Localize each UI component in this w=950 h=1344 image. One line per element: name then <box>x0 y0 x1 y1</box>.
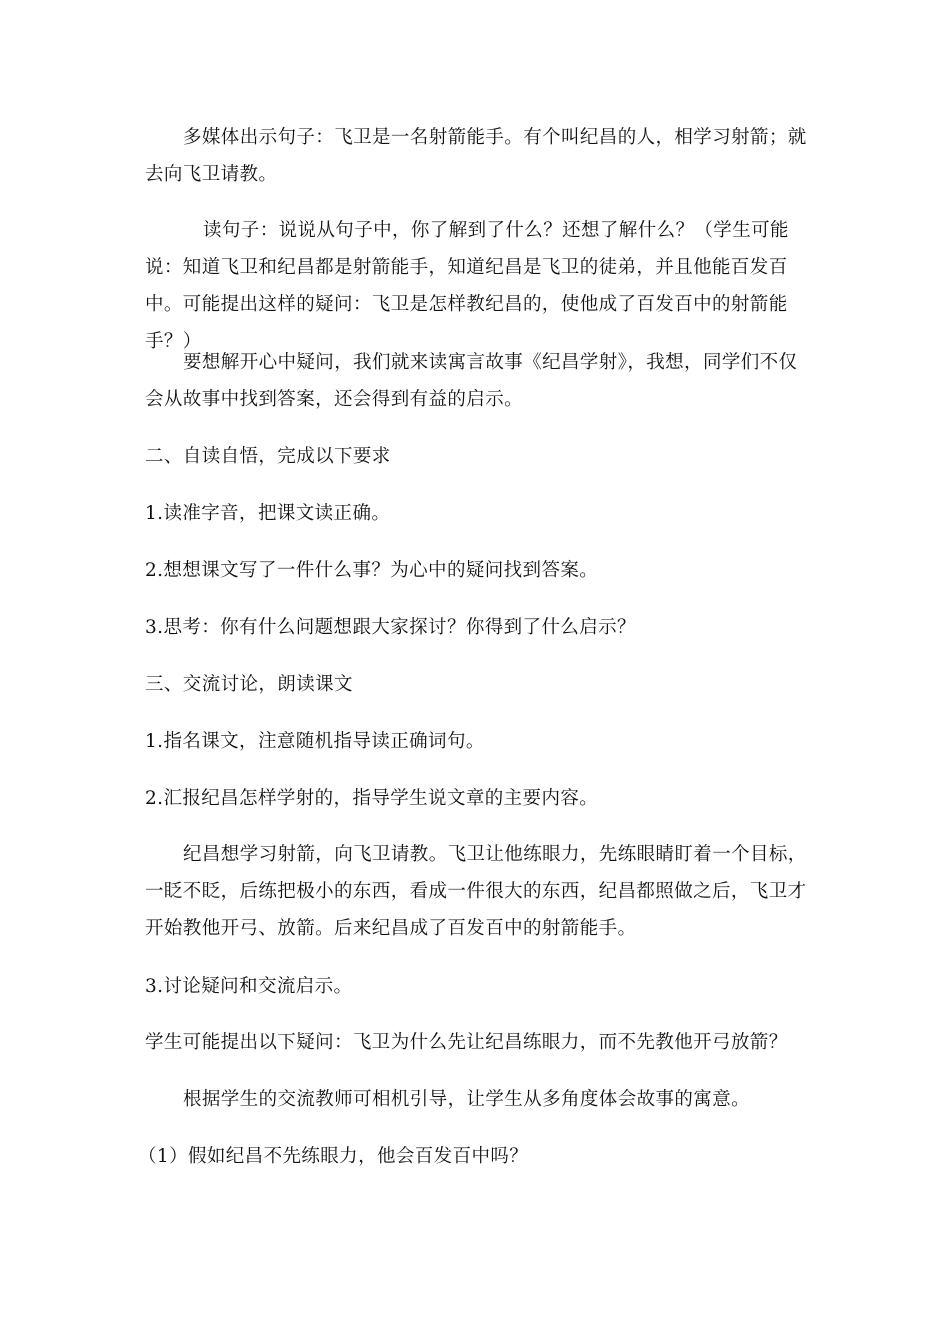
paragraph-intro-sentence: 多媒体出示句子：飞卫是一名射箭能手。有个叫纪昌的人，相学习射箭；就去向飞卫请教。 <box>145 127 807 185</box>
list-item: 2.汇报纪昌怎样学射的，指导学生说文章的主要内容。 <box>145 788 599 809</box>
section-heading-3: 三、交流讨论，朗读课文 <box>145 674 353 695</box>
list-item: 1.读准字音，把课文读正确。 <box>145 503 391 524</box>
paragraph-read-sentence: 读句子：说说从句子中，你了解到了什么？还想了解什么？（学生可能说：知道飞卫和纪昌都是射箭能手，知道纪昌是飞卫的徒弟，并且他能百发百中。可能提出这样的疑问：飞卫是怎样教纪昌的，使他成了百发百中的射箭能手？） <box>145 220 789 352</box>
sub-question: （1）假如纪昌不先练眼力，他会百发百中吗？ <box>138 1146 529 1167</box>
list-item: 2.想想课文写了一件什么事？为心中的疑问找到答案。 <box>145 560 599 581</box>
paragraph-summary: 纪昌想学习射箭，向飞卫请教。飞卫让他练眼力，先练眼睛盯着一个目标，一眨不眨，后练把极小的东西，看成一件很大的东西，纪昌都照做之后，飞卫才开始教他开弓、放箭。后来纪昌成了百发百中的射箭能手。 <box>145 844 807 939</box>
list-item: 1.指名课文，注意随机指导读正确词句。 <box>145 731 485 752</box>
list-item: 3.思考：你有什么问题想跟大家探讨？你得到了什么启示？ <box>145 617 636 638</box>
paragraph-student-question: 学生可能提出以下疑问：飞卫为什么先让纪昌练眼力，而不先教他开弓放箭？ <box>145 1032 788 1053</box>
paragraph-question: 要想解开心中疑问，我们就来读寓言故事《纪昌学射》，我想，同学们不仅会从故事中找到答案，还会得到有益的启示。 <box>145 352 798 410</box>
list-item: 3.讨论疑问和交流启示。 <box>145 976 353 997</box>
paragraph-teacher-guide: 根据学生的交流教师可相机引导，让学生从多角度体会故事的寓意。 <box>183 1089 751 1110</box>
section-heading-2: 二、自读自悟，完成以下要求 <box>145 446 391 467</box>
